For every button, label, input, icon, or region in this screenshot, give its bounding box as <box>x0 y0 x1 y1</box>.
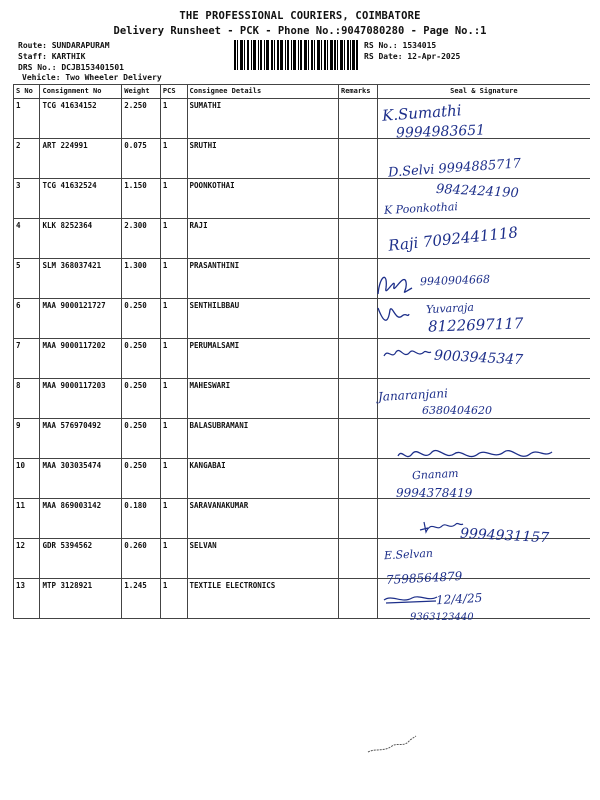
table-row <box>14 539 591 579</box>
cell-consignment: GDR 5394562 <box>40 539 122 579</box>
cell-sno: 6 <box>14 299 40 339</box>
cell-weight: 0.250 <box>122 419 161 459</box>
cell-pcs: 1 <box>160 579 187 619</box>
rs-number: RS No.: 1534015 <box>364 41 437 50</box>
cell-consignee: RAJI <box>187 219 338 259</box>
cell-pcs: 1 <box>160 379 187 419</box>
cell-remarks <box>338 259 377 299</box>
staff-label: Staff: KARTHIK <box>18 52 86 61</box>
signature-11-scribble <box>418 516 464 536</box>
signature-13-phone: 9363123440 <box>410 612 474 623</box>
signature-13-scribble <box>382 592 438 606</box>
cell-consignee: MAHESWARI <box>187 379 338 419</box>
vehicle-label: Vehicle: Two Wheeler Delivery <box>22 73 162 82</box>
bottom-scribble-mark <box>366 734 420 756</box>
cell-weight: 1.245 <box>122 579 161 619</box>
cell-weight: 2.300 <box>122 219 161 259</box>
signature-3-name: K Poonkothai <box>383 200 459 217</box>
cell-sno: 2 <box>14 139 40 179</box>
cell-consignment: MAA 9000117203 <box>40 379 122 419</box>
signature-7-scribble <box>382 346 432 362</box>
signature-8-name: Janaranjani <box>377 386 449 404</box>
cell-consignment: KLK 8252364 <box>40 219 122 259</box>
cell-sno: 10 <box>14 459 40 499</box>
signature-11-phone: 9994931157 <box>459 525 550 547</box>
cell-pcs: 1 <box>160 219 187 259</box>
cell-pcs: 1 <box>160 299 187 339</box>
cell-weight: 0.250 <box>122 379 161 419</box>
cell-remarks <box>338 539 377 579</box>
cell-remarks <box>338 379 377 419</box>
cell-weight: 0.180 <box>122 499 161 539</box>
col-pcs: PCS <box>160 85 187 99</box>
signature-2: D.Selvi 9994885717 <box>387 156 522 181</box>
col-signature: Seal & Signature <box>377 85 590 99</box>
barcode-icon <box>234 40 358 70</box>
col-weight: Weight <box>122 85 161 99</box>
cell-sno: 5 <box>14 259 40 299</box>
cell-consignment: MTP 3128921 <box>40 579 122 619</box>
cell-remarks <box>338 459 377 499</box>
rs-date: RS Date: 12-Apr-2025 <box>364 52 461 61</box>
cell-consignment: TCG 41632524 <box>40 179 122 219</box>
cell-remarks <box>338 139 377 179</box>
cell-sno: 13 <box>14 579 40 619</box>
col-remarks: Remarks <box>338 85 377 99</box>
cell-consignee: PERUMALSAMI <box>187 339 338 379</box>
cell-sno: 1 <box>14 99 40 139</box>
cell-remarks <box>338 499 377 539</box>
cell-consignee: BALASUBRAMANI <box>187 419 338 459</box>
cell-consignee: SUMATHI <box>187 99 338 139</box>
signature-9-scribble <box>394 442 554 466</box>
col-consignee: Consignee Details <box>187 85 338 99</box>
cell-consignee: SARAVANAKUMAR <box>187 499 338 539</box>
cell-weight: 0.260 <box>122 539 161 579</box>
signature-6-name: Yuvaraja <box>425 300 475 317</box>
cell-remarks <box>338 579 377 619</box>
cell-sno: 7 <box>14 339 40 379</box>
cell-consignee: PRASANTHINI <box>187 259 338 299</box>
cell-pcs: 1 <box>160 339 187 379</box>
signature-1-phone: 9994983651 <box>395 122 486 142</box>
cell-remarks <box>338 219 377 259</box>
cell-consignee: POONKOTHAI <box>187 179 338 219</box>
cell-sno: 11 <box>14 499 40 539</box>
cell-weight: 0.250 <box>122 339 161 379</box>
signature-4: Raji 7092441118 <box>387 223 519 255</box>
cell-consignment: MAA 576970492 <box>40 419 122 459</box>
cell-remarks <box>338 179 377 219</box>
cell-pcs: 1 <box>160 459 187 499</box>
cell-consignee: TEXTILE ELECTRONICS <box>187 579 338 619</box>
signature-7-phone: 9003945347 <box>433 347 524 369</box>
cell-weight: 2.250 <box>122 99 161 139</box>
signature-12-phone: 7598564879 <box>385 569 463 587</box>
runsheet-title: Delivery Runsheet - PCK - Phone No.:9047080280 - Page No.:1 <box>113 25 487 37</box>
signature-5-phone: 9940904668 <box>419 272 491 289</box>
cell-remarks <box>338 339 377 379</box>
cell-sno: 3 <box>14 179 40 219</box>
cell-weight: 1.150 <box>122 179 161 219</box>
signature-13-date: 12/4/25 <box>435 590 483 608</box>
cell-pcs: 1 <box>160 419 187 459</box>
table-row <box>14 99 591 139</box>
signature-3-phone: 9842424190 <box>435 181 520 202</box>
cell-remarks <box>338 99 377 139</box>
cell-consignee: SENTHILBBAU <box>187 299 338 339</box>
signature-1-name: K.Sumathi <box>381 101 463 125</box>
signature-6-scribble <box>376 302 410 326</box>
cell-consignee: SRUTHI <box>187 139 338 179</box>
cell-remarks <box>338 419 377 459</box>
cell-consignment: MAA 303035474 <box>40 459 122 499</box>
cell-consignment: MAA 9000121727 <box>40 299 122 339</box>
cell-sno: 12 <box>14 539 40 579</box>
cell-sno: 9 <box>14 419 40 459</box>
cell-pcs: 1 <box>160 99 187 139</box>
cell-pcs: 1 <box>160 139 187 179</box>
table-row <box>14 259 591 299</box>
cell-sno: 8 <box>14 379 40 419</box>
table-row <box>14 579 591 619</box>
col-consignment: Consignment No <box>40 85 122 99</box>
cell-consignee: KANGABAI <box>187 459 338 499</box>
drs-number: DRS No.: DCJB153401501 <box>18 63 124 72</box>
cell-pcs: 1 <box>160 539 187 579</box>
cell-consignment: ART 224991 <box>40 139 122 179</box>
cell-remarks <box>338 299 377 339</box>
route-label: Route: SUNDARAPURAM <box>18 41 110 50</box>
cell-weight: 1.300 <box>122 259 161 299</box>
signature-12-name: E.Selvan <box>383 546 434 563</box>
cell-pcs: 1 <box>160 179 187 219</box>
company-title: THE PROFESSIONAL COURIERS, COIMBATORE <box>179 10 421 22</box>
signature-10-name: Gnanam <box>411 466 459 483</box>
cell-consignment: MAA 869003142 <box>40 499 122 539</box>
signature-8-phone: 6380404620 <box>422 404 492 417</box>
cell-weight: 0.075 <box>122 139 161 179</box>
table-header-row <box>14 85 591 99</box>
cell-consignee: SELVAN <box>187 539 338 579</box>
cell-pcs: 1 <box>160 259 187 299</box>
cell-pcs: 1 <box>160 499 187 539</box>
cell-consignment: MAA 9000117202 <box>40 339 122 379</box>
table-row <box>14 379 591 419</box>
cell-weight: 0.250 <box>122 459 161 499</box>
signature-10-phone: 9994378419 <box>396 486 473 500</box>
col-sno: S No <box>14 85 40 99</box>
cell-consignment: SLM 368037421 <box>40 259 122 299</box>
signature-5-scribble <box>374 268 414 300</box>
signature-6-phone: 8122697117 <box>427 314 524 336</box>
cell-weight: 0.250 <box>122 299 161 339</box>
cell-consignment: TCG 41634152 <box>40 99 122 139</box>
cell-sno: 4 <box>14 219 40 259</box>
